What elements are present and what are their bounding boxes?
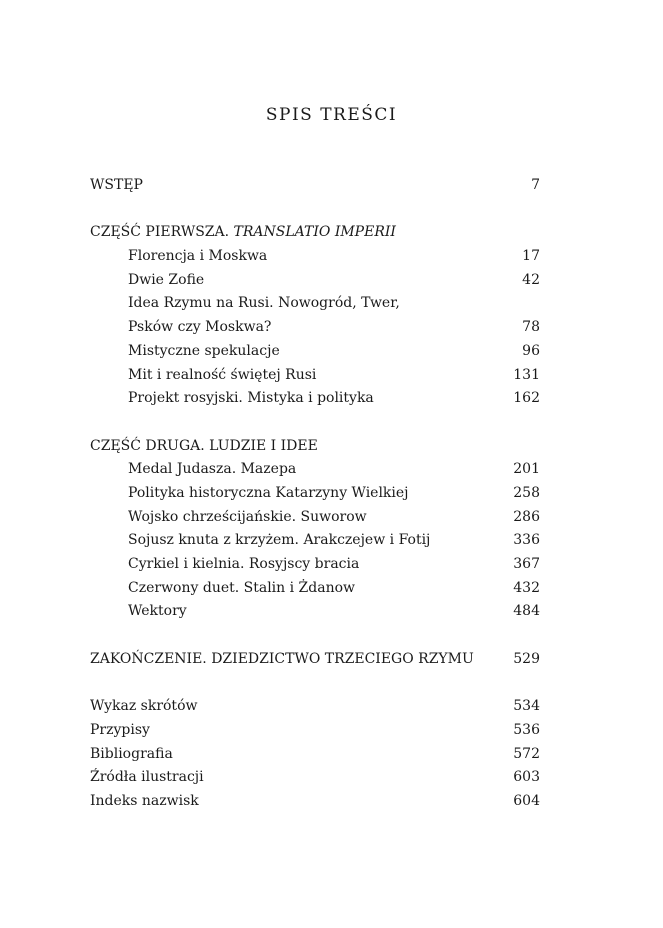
toc-entry-back-matter[interactable]: [90, 743, 540, 767]
toc-entry-label: Źródła ilustracji: [90, 769, 204, 786]
toc-entry-back-matter[interactable]: [90, 790, 540, 814]
toc-entry-label: Wektory: [128, 603, 187, 620]
toc-entry-page: 536: [513, 721, 540, 738]
toc-entry-label: Indeks nazwisk: [90, 792, 199, 809]
toc-entry-label: Dwie Zofie: [128, 271, 205, 288]
toc-entry-label: Wykaz skrótów: [90, 698, 198, 715]
toc-entry-ending[interactable]: [90, 648, 540, 672]
toc-entry-label: Sojusz knuta z krzyżem. Arakczejew i Fotij: [128, 532, 431, 549]
toc-entry-label: Polityka historyczna Katarzyny Wielkiej: [128, 484, 409, 501]
toc-entry-label: ZAKOŃCZENIE. DZIEDZICTWO TRZECIEGO RZYMU: [90, 650, 474, 667]
toc-entry[interactable]: [90, 458, 540, 482]
toc-entry-page: 572: [513, 745, 540, 762]
toc-entry-page: 367: [513, 556, 540, 572]
toc-entry-page: 286: [513, 508, 540, 525]
toc-entry-page: 529: [513, 650, 540, 667]
toc-entry[interactable]: [90, 269, 540, 293]
toc-entry-page: 534: [513, 698, 540, 715]
part-heading-italic: TRANSLATIO IMPERII: [233, 224, 396, 241]
toc-entry-label: Projekt rosyjski. Mistyka i polityka: [128, 390, 374, 407]
toc-entry-label: Psków czy Moskwa?: [128, 319, 272, 336]
toc-entry-page: 604: [513, 792, 540, 809]
part-heading-prefix: CZĘŚĆ PIERWSZA.: [90, 224, 234, 241]
toc-entry[interactable]: [90, 387, 540, 411]
toc-entry-back-matter[interactable]: [90, 695, 540, 719]
toc-entry-page: 131: [513, 366, 540, 383]
toc-entry-label: Wojsko chrześcijańskie. Suworow: [128, 508, 367, 525]
page-title: SPIS TREŚCI: [265, 105, 398, 125]
toc-entry-label: Czerwony duet. Stalin i Żdanow: [128, 579, 356, 596]
toc-entry-label: Bibliografia: [90, 745, 173, 762]
toc-entry-page: 7: [531, 177, 540, 193]
toc-entry-label: Przypisy: [90, 721, 150, 738]
toc-entry[interactable]: [90, 292, 540, 316]
toc-entry[interactable]: [90, 340, 540, 364]
part-heading-2: [90, 435, 540, 459]
toc-entry-page: 258: [513, 484, 540, 501]
toc-entry-page: 17: [522, 248, 540, 265]
toc-entry[interactable]: [90, 364, 540, 388]
toc-entry[interactable]: [90, 529, 540, 553]
toc-entry-page: 78: [522, 319, 540, 336]
toc-entry-page: 336: [513, 532, 540, 549]
toc-entry[interactable]: [90, 577, 540, 601]
toc-entry[interactable]: [90, 600, 540, 624]
toc-entry-label: Florencja i Moskwa: [128, 248, 268, 265]
toc-entry-label: WSTĘP: [90, 177, 143, 193]
toc-entry-label: Mit i realność świętej Rusi: [128, 366, 317, 383]
toc-entry[interactable]: [90, 482, 540, 506]
toc-entry-label: Medal Judasza. Mazepa: [128, 461, 297, 478]
toc-entry-label: Idea Rzymu na Rusi. Nowogród, Twer,: [128, 295, 400, 312]
part-heading: CZĘŚĆ DRUGA. LUDZIE I IDEE: [90, 437, 318, 454]
toc-entry[interactable]: [90, 316, 540, 340]
part-heading-1: [90, 221, 540, 245]
toc-entry[interactable]: [90, 553, 540, 577]
toc-entry-intro[interactable]: [90, 174, 540, 198]
toc-entry-page: 432: [513, 579, 540, 596]
toc-entry-back-matter[interactable]: [90, 719, 540, 743]
toc-entry-label: Mistyczne spekulacje: [128, 342, 280, 359]
toc-entry-label: Cyrkiel i kielnia. Rosyjscy bracia: [128, 556, 360, 572]
table-of-contents: [90, 174, 540, 814]
toc-entry-page: 201: [513, 461, 540, 478]
toc-entry-page: 162: [513, 390, 540, 407]
toc-entry-page: 484: [513, 603, 540, 620]
toc-entry-page: 96: [522, 342, 540, 359]
toc-entry[interactable]: [90, 245, 540, 269]
toc-entry-back-matter[interactable]: [90, 766, 540, 790]
toc-entry-page: 42: [522, 271, 540, 288]
toc-entry-page: 603: [513, 769, 540, 786]
toc-entry[interactable]: [90, 506, 540, 530]
